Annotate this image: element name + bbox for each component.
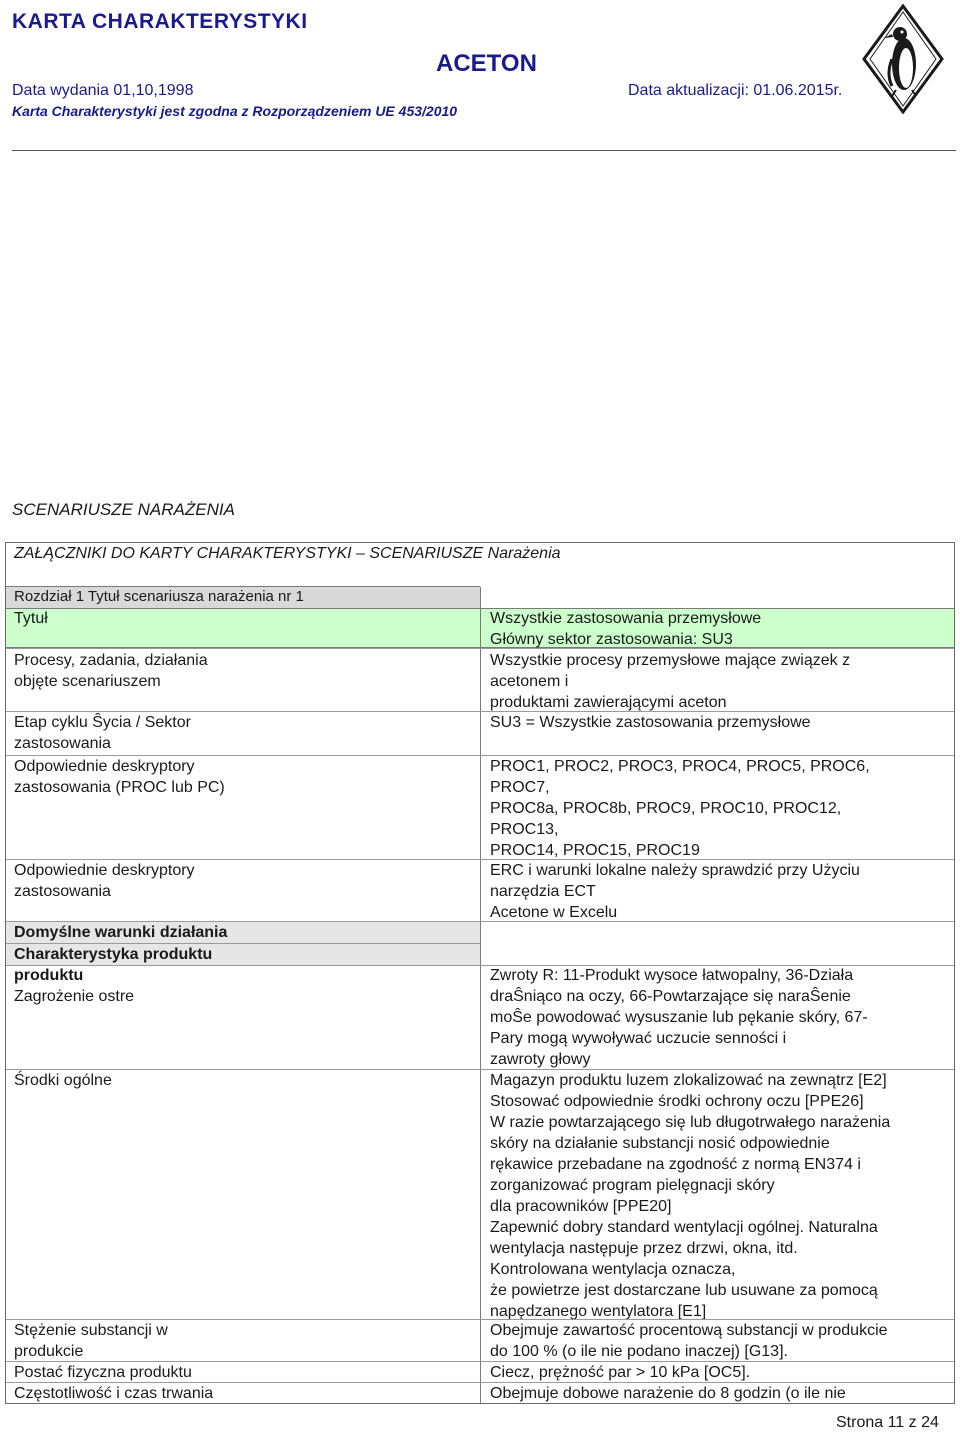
row-divider bbox=[6, 648, 954, 649]
row-label-physical-form: Postać fizyczna produktu bbox=[14, 1364, 192, 1381]
row-value-processes: Wszystkie procesy przemysłowe mające związek z acetonem i produktami zawierającymi aceton bbox=[490, 652, 851, 711]
row-label-concentration: Stężenie substancji w produkcie bbox=[14, 1322, 168, 1360]
document-header bbox=[0, 0, 960, 152]
penguin-logo-icon bbox=[862, 4, 944, 114]
row-value-acute-hazard: Zwroty R: 11-Produkt wysoce łatwopalny, 36-Działa draŜniąco na oczy, 66-Powtarzające się naraŜenie moŜe powodować wysuszanie lub pękanie skóry, 67- Pary mogą wywoływać uczucie senności i zawroty głowy bbox=[490, 967, 868, 1068]
document-title: KARTA CHARAKTERYSTYKI bbox=[12, 10, 308, 33]
column-divider bbox=[480, 587, 481, 1403]
header-divider bbox=[12, 150, 956, 151]
compliance-note: Karta Charakterystyki jest zgodna z Rozporządzeniem UE 453/2010 bbox=[12, 103, 458, 119]
row-value-proc-descriptors: PROC1, PROC2, PROC3, PROC4, PROC5, PROC6, PROC7, PROC8a, PROC8b, PROC9, PROC10, PROC12, PROC13, PROC14, PROC15, PROC19 bbox=[490, 758, 870, 859]
update-date: Data aktualizacji: 01.06.2015r. bbox=[628, 82, 843, 99]
row-value-concentration: Obejmuje zawartość procentową substancji w produkcie do 100 % (o ile nie podano inaczej) [G13]. bbox=[490, 1322, 888, 1360]
row-label-proc-descriptors: Odpowiednie deskryptory zastosowania (PROC lub PC) bbox=[14, 758, 225, 796]
row-value-lifecycle: SU3 = Wszystkie zastosowania przemysłowe bbox=[490, 714, 811, 731]
product-name: ACETON bbox=[436, 50, 537, 77]
row-label-general-measures: Środki ogólne bbox=[14, 1072, 112, 1089]
row-value-physical-form: Ciecz, prężność par > 10 kPa [OC5]. bbox=[490, 1364, 751, 1381]
issue-date: Data wydania 01,10,1998 bbox=[12, 82, 194, 99]
row-label-acute-hazard: Zagrożenie ostre bbox=[14, 988, 135, 1005]
page-number: Strona 11 z 24 bbox=[836, 1414, 939, 1431]
row-label-erc-descriptors: Odpowiednie deskryptory zastosowania bbox=[14, 862, 195, 900]
defaults-heading: Domyślne warunki działania bbox=[14, 924, 228, 941]
product-characteristics-heading: Charakterystyka produktu bbox=[14, 946, 213, 963]
row-value-title: Wszystkie zastosowania przemysłowe Główny sektor zastosowania: SU3 bbox=[490, 610, 762, 648]
row-value-frequency: Obejmuje dobowe narażenie do 8 godzin (o ile nie bbox=[490, 1385, 846, 1402]
product-subheading: produktu bbox=[14, 967, 84, 984]
chapter-title: Rozdział 1 Tytuł scenariusza narażenia nr 1 bbox=[14, 588, 304, 605]
row-value-general-measures: Magazyn produktu luzem zlokalizować na zewnątrz [E2] Stosować odpowiednie środki ochrony oczu [PPE26] W razie powtarzającego się lub długotrwałego narażenia skóry na działanie substancji nosić odpowiednie rękawice przebadane na zgodność z normą EN374 i zorganizować program pielęgnacji skóry dla pracowników [PPE20] Zapewnić dobry standard wentylacji ogólnej. Naturalna wentylacja następuje przez drzwi, okna, itd. Kontrolowana wentylacja oznacza, że powietrze jest dostarczane lub usuwane za pomocą napędzanego wentylatora [E1] bbox=[490, 1072, 891, 1320]
row-label-title: Tytuł bbox=[14, 610, 48, 627]
annex-title: ZAŁĄCZNIKI DO KARTY CHARAKTERYSTYKI – SCENARIUSZE Narażenia bbox=[14, 545, 561, 562]
row-label-lifecycle: Etap cyklu Ŝycia / Sektor zastosowania bbox=[14, 714, 191, 752]
row-label-frequency: Częstotliwość i czas trwania bbox=[14, 1385, 214, 1402]
row-label-processes: Procesy, zadania, działania objęte scenariuszem bbox=[14, 652, 208, 690]
section-title: SCENARIUSZE NARAŻENIA bbox=[12, 500, 235, 519]
row-value-erc-descriptors: ERC i warunki lokalne należy sprawdzić przy Użyciu narzędzia ECT Acetone w Excelu bbox=[490, 862, 860, 921]
